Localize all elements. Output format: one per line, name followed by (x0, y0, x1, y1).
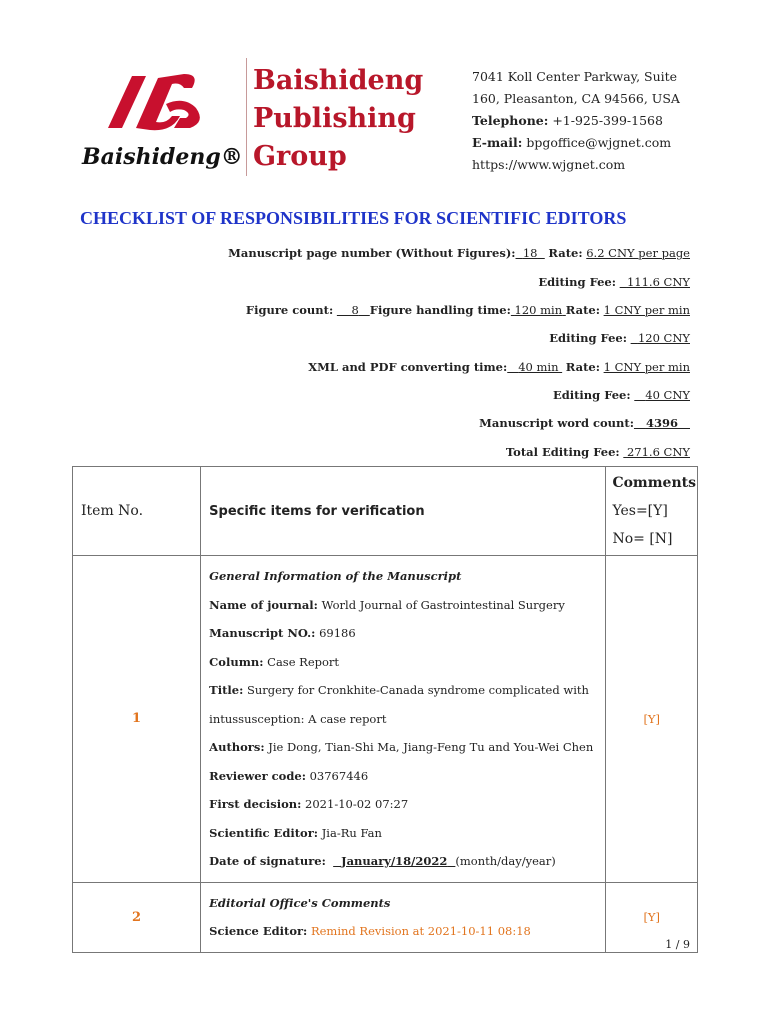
col-comments: Comments Yes=[Y] No= [N] (606, 467, 698, 556)
field-scientific-editor: Scientific Editor: Jia-Ru Fan (209, 825, 382, 840)
page-fee-line: Editing Fee: 111.6 CNY (538, 275, 690, 289)
field-authors: Authors: Jie Dong, Tian-Shi Ma, Jiang-Feng Tu and You-Wei Chen (209, 740, 594, 754)
field-signature-date: Date of signature: January/18/2022 (month/day/year) (209, 854, 556, 868)
figure-line: Figure count: 8 Figure handling time: 120 min Rate: 1 CNY per min (245, 303, 690, 317)
xml-fee-line: Editing Fee: 40 CNY (552, 388, 690, 402)
comment-cell: [Y] (606, 556, 698, 883)
svg-text:Baishideng®: Baishideng® (82, 144, 243, 170)
checklist-table (72, 466, 698, 953)
table-header-row (73, 467, 698, 556)
figure-fee-line: Editing Fee: 120 CNY (549, 331, 690, 345)
field-title: Title: Surgery for Cronkhite-Canada syndrome complicated with (209, 683, 589, 697)
baishideng-logo (80, 66, 245, 176)
page-count-line: Manuscript page number (Without Figures): 18 Rate: 6.2 CNY per page (228, 246, 690, 260)
item-number: 1 (73, 556, 201, 883)
website-link[interactable]: https://www.wjgnet.com (472, 157, 626, 172)
address-line-2: 160, Pleasanton, CA 94566, USA (472, 91, 680, 106)
table-row (73, 556, 698, 883)
xml-line: XML and PDF converting time: 40 min Rate: 1 CNY per min (308, 360, 690, 374)
address-line-1: 7041 Koll Center Parkway, Suite (472, 69, 678, 84)
yes-legend: Yes=[Y] (612, 503, 668, 519)
email-line: E-mail: bpgoffice@wjgnet.com (472, 135, 672, 150)
comment-cell: [Y] (606, 882, 698, 952)
field-science-editor: Science Editor: Remind Revision at 2021-10-11 08:18 (209, 924, 531, 938)
field-first-decision: First decision: 2021-10-02 07:27 (209, 797, 409, 811)
field-title-cont: intussusception: A case report (209, 711, 387, 726)
word-count-line: Manuscript word count: 4396 (479, 416, 678, 430)
field-journal: Name of journal: World Journal of Gastrointestinal Surgery (209, 597, 565, 612)
col-specific-items: Specific items for verification (201, 467, 606, 556)
item-details (201, 882, 606, 952)
col-item-no: Item No. (73, 467, 201, 556)
brand-name: Baishideng Publishing Group (253, 65, 424, 172)
item-number: 2 (73, 882, 201, 952)
item-details (201, 556, 606, 883)
page-number: 1 / 9 (665, 938, 690, 951)
header-divider (246, 58, 247, 176)
document-title: CHECKLIST OF RESPONSIBILITIES FOR SCIENTIFIC EDITORS (80, 208, 627, 228)
no-legend: No= [N] (612, 531, 673, 547)
table-row (73, 882, 698, 952)
publisher-contact (472, 66, 680, 176)
field-manuscript-no: Manuscript NO.: 69186 (209, 626, 356, 640)
field-reviewer-code: Reviewer code: 03767446 (209, 768, 369, 783)
field-column: Column: Case Report (209, 654, 340, 669)
telephone-line: Telephone: +1-925-399-1568 (472, 113, 663, 128)
total-fee-line: Total Editing Fee: 271.6 CNY (505, 445, 690, 459)
section-heading: General Information of the Manuscript (209, 569, 462, 583)
section-heading: Editorial Office's Comments (209, 895, 391, 910)
